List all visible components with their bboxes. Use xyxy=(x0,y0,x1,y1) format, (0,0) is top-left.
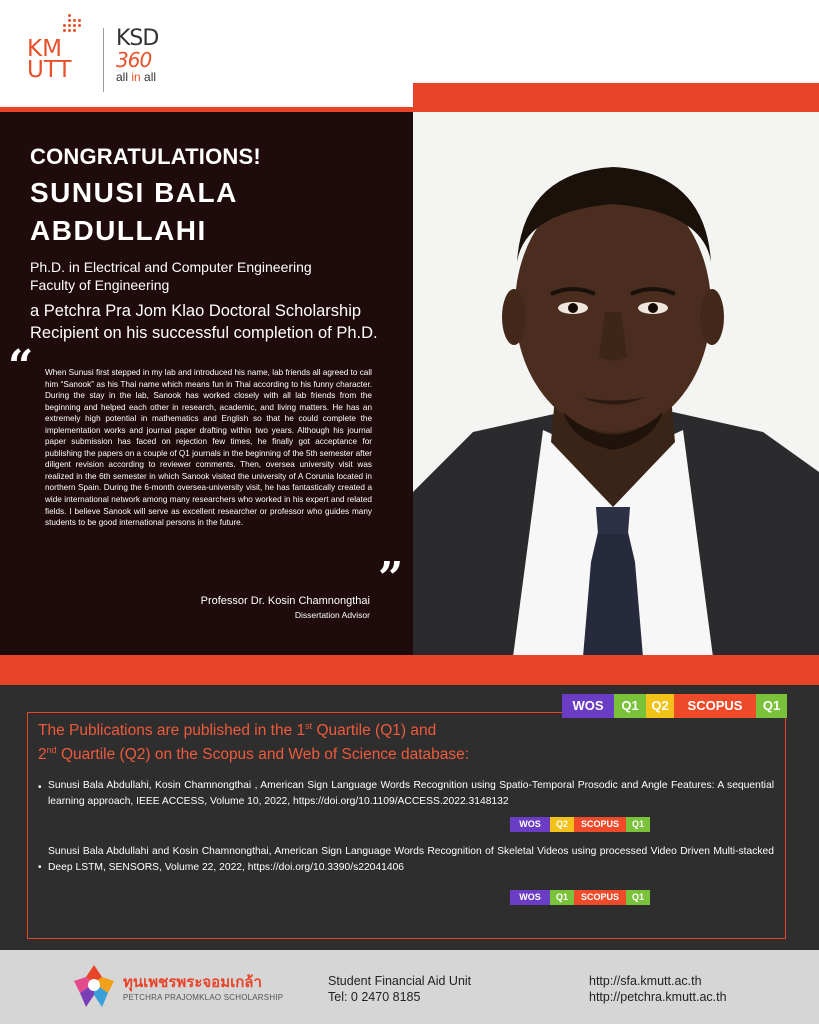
pub1-wos-badge: WOS xyxy=(510,817,550,832)
ksd360-logo xyxy=(116,28,176,94)
pub1-q1-badge: Q1 xyxy=(626,817,650,832)
advisor-name: Professor Dr. Kosin Chamnongthai xyxy=(200,595,370,607)
contact-links xyxy=(589,973,727,1005)
sfa-link[interactable]: http://sfa.kmutt.ac.th xyxy=(589,974,702,988)
portrait-illustration xyxy=(413,112,819,657)
pub2-scopus-badge: SCOPUS xyxy=(574,890,626,905)
petchra-link[interactable]: http://petchra.kmutt.ac.th xyxy=(589,990,727,1004)
kmutt-dots-icon xyxy=(59,14,83,38)
scholarship-recipient-text: a Petchra Pra Jom Klao Doctoral Scholarship Recipient on his successful completion of Ph.D. xyxy=(30,302,378,342)
graduate-photo xyxy=(413,112,819,657)
open-quote-icon: “ xyxy=(8,341,34,392)
bottom-red-bar xyxy=(0,655,819,685)
advisor-quote: When Sunusi first stepped in my lab and introduced his name, lab friends all agreed to call him “Sanook” as his Thai name which means fun in Thai according to his funny character. During the stay in the lab, Sanook has worked closely with all lab friends from the beginning and helped each other in research, academic, and living matters. He has an extremely high potential in mathematics and English so that he could complete the implementation works and journal paper drafting within two years. Although his journal paper submission has faced on rejection few times, he finally got acceptance for publishing the papers on a couple of Q1 journals in the beginning of the 5th semester after diligent revision according to reviewer comments. Then, oversea university visit was realized in the 6th semester in which Sanook visited the university of A Corunia located in northern Spain. During the 6-month oversea-university visit, he has fantastically created a wide international network among many researchers who worked in his expert and related fields. I believe Sanook will serve as excellent researcher or professor who guides many students to be good international persons in the future. xyxy=(45,368,372,528)
kmutt-logo xyxy=(27,14,91,86)
pub2-wos-badge: WOS xyxy=(510,890,550,905)
pub2-q1-badge: Q1 xyxy=(550,890,574,905)
kmutt-logo-utt: UTT xyxy=(27,57,72,83)
publication-item-2: Sunusi Bala Abdullahi and Kosin Chamnongthai, American Sign Language Words Recognition of Skeletal Videos using processed Video Driven Multi-stacked Deep LSTM, SENSORS, Volume 22, 2022, https://doi.org/10.3390/s22041406 xyxy=(48,846,774,873)
ksd-logo-number: 360 xyxy=(116,48,152,72)
bullet-icon: • xyxy=(38,862,42,873)
close-quote-icon: ” xyxy=(378,553,404,604)
congratulations-heading: CONGRATULATIONS! xyxy=(30,144,261,169)
contact-unit xyxy=(328,973,471,1005)
legend-q1-scopus-badge: Q1 xyxy=(756,694,787,718)
bullet-icon: • xyxy=(38,782,42,793)
publications-title: The Publications are published in the 1st Quartile (Q1) and 2nd Quartile (Q2) on the Scopus and Web of Science database: xyxy=(38,720,470,763)
degree-text: Ph.D. in Electrical and Computer Engineering xyxy=(30,259,312,275)
pub1-scopus-badge: SCOPUS xyxy=(574,817,626,832)
faculty-text: Faculty of Engineering xyxy=(30,277,170,293)
pub1-q2-badge: Q2 xyxy=(550,817,574,832)
legend-scopus-badge: SCOPUS xyxy=(674,694,756,718)
petchra-scholarship-logo-icon xyxy=(72,963,116,1009)
advisor-role: Dissertation Advisor xyxy=(294,610,370,620)
legend-q2-badge: Q2 xyxy=(646,694,674,718)
legend-q1-badge: Q1 xyxy=(614,694,646,718)
ksd-logo-text: KSD xyxy=(116,26,159,51)
ksd-logo-tagline: all in all xyxy=(116,70,157,84)
scholarship-logo-english: PETCHRA PRAJOMKLAO SCHOLARSHIP xyxy=(123,993,284,1002)
logo-divider xyxy=(103,28,104,92)
kmutt-logo-km: KM xyxy=(27,36,62,62)
graduate-name: SUNUSI BALA ABDULLAHI xyxy=(30,177,237,246)
scholarship-logo-thai: ทุนเพชรพระจอมเกล้า xyxy=(123,974,262,991)
pub2-q1-scopus-badge: Q1 xyxy=(626,890,650,905)
top-red-bar xyxy=(413,83,819,112)
unit-name: Student Financial Aid Unit xyxy=(328,974,472,988)
unit-phone: Tel: 0 2470 8185 xyxy=(328,990,421,1004)
legend-wos-badge: WOS xyxy=(562,694,614,718)
publication-item-1: Sunusi Bala Abdullahi, Kosin Chamnongthai , American Sign Language Words Recognition using Spatio-Temporal Prosodic and Angle Features: A sequential learning approach, IEEE ACCESS, Volume 10, 2022, https://doi.org/10.1109/ACCESS.2022.3148132 xyxy=(48,780,774,807)
